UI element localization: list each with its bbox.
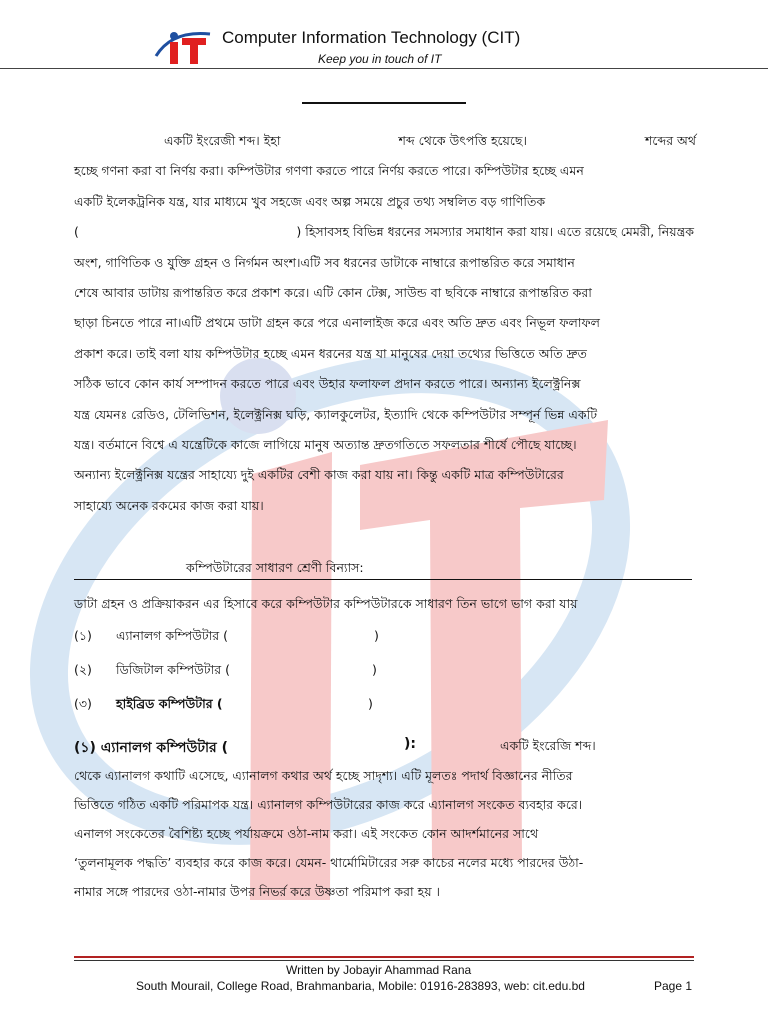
text-line <box>74 498 694 518</box>
list-item-label: এ্যানালগ কম্পিউটার ( <box>116 628 229 643</box>
text-segment: শব্দের অর্থ <box>645 133 696 148</box>
text-segment: একটি ইংরেজী শব্দ। ইহা <box>164 133 281 148</box>
text-segment: প্রকাশ করে। তাই বলা যায় কম্পিউটার হচ্ছে এমন ধরনের যন্ত্র যা মানুষের দেয়া তথ্যের ভিত্তিতে অতি দ্রুত <box>74 345 587 361</box>
text-line <box>164 133 696 153</box>
footer-address: South Mourail, College Road, Brahmanbaria, Mobile: 01916-283893, web: cit.edu.bd <box>136 979 585 993</box>
text-line <box>74 376 694 396</box>
text-line <box>74 407 694 427</box>
text-line <box>74 855 694 875</box>
page-number: Page 1 <box>654 979 693 993</box>
list-item-number: (৩) <box>74 696 92 711</box>
text-segment: নামার সঙ্গে পারদের ওঠা-নামার উপর নিভর্র করে উষ্ণতা পরিমাপ করা হয় । <box>74 884 441 899</box>
text-segment: ভিত্তিতে গঠিত একটি পরিমাপক যন্ত্র। এ্যানালগ কম্পিউটারের কাজ করে এ্যানালগ সংকেত ব্যবহার করে। <box>74 797 583 812</box>
header-title: Computer Information Technology (CIT) <box>222 28 521 47</box>
text-segment: ছাড়া চিনতে পারে না।এটি প্রথমে ডাটা গ্রহন করে পরে এনালাইজ করে এবং অতি দ্রুত এবং নিভূল ফলাফল <box>74 315 600 331</box>
text-segment: একটি ইলেকট্রনিক যন্ত্র, যার মাধ্যমে খুব সহজে এবং অল্প সময়ে প্রচুর তথ্য সম্বলিত বড় গাণিতিক <box>74 193 546 209</box>
header-divider <box>0 68 768 69</box>
header-subtitle: Keep you in touch of IT <box>318 52 442 66</box>
list-item-label: ডিজিটাল কম্পিউটার ( <box>116 662 230 677</box>
analog-heading: (১) এ্যানালগ কম্পিউটার ( <box>74 740 229 756</box>
text-line <box>74 768 694 788</box>
text-line <box>74 437 694 457</box>
section-divider <box>74 579 692 580</box>
footer-author: Written by Jobayir Ahammad Rana <box>286 963 472 977</box>
text-line <box>74 884 694 904</box>
text-segment: ‘তুলনামূলক পদ্ধতি’ ব্যবহার করে কাজ করে। যেমন- থার্মোমিটারের সরু কাচের নলের মধ্যে পারদের উঠা- <box>74 855 584 870</box>
text-segment: শেষে আবার ডাটায় রূপান্তরিত করে প্রকাশ করে। এটি কোন টেক্স, সাউন্ড বা ছবিকে নাম্বারে রূপান্তরিত করা <box>74 285 592 300</box>
text-segment: অংশ, গাণিতিক ও যুক্তি গ্রহন ও নির্গমন অংশ।এটি সব ধরনের ডাটাকে নাম্বারে রূপান্তরিত করে সমাধান <box>74 254 575 270</box>
text-line <box>74 285 694 305</box>
section-heading: কম্পিউটারের সাধারণ শ্রেণী বিন্যাস: <box>186 560 364 575</box>
text-segment: শব্দ থেকে উৎপত্তি হয়েছে। <box>398 133 527 148</box>
text-line <box>74 224 694 244</box>
text-segment: ( <box>74 224 79 240</box>
text-segment: ) হিসাবসহ বিভিন্ন ধরনের সমস্যার সমাধান করা যায়। এতে রয়েছে মেমরী, নিয়ন্ত্রক <box>296 224 694 240</box>
text-segment: অন্যান্য ইলেক্ট্রনিক্স যন্ত্রের সাহায্যে দুই একটির বেশী কাজ করা যায় না। কিন্তু একটি মাত্র কম্পিউটারের <box>74 467 564 483</box>
text-line <box>74 346 694 366</box>
text-segment: থেকে এ্যানালগ কথাটি এসেছে, এ্যানালগ কথার অর্থ হচ্ছে সাদৃশ্য। এটি মূলতঃ পদার্থ বিজ্ঞানের নীতির <box>74 768 573 783</box>
analog-heading-close: ): <box>404 736 416 752</box>
footer-divider <box>74 960 694 961</box>
text-line <box>74 467 694 487</box>
title-underline <box>302 102 466 104</box>
text-line <box>74 797 694 817</box>
list-item-close: ) <box>374 628 379 643</box>
text-segment: যন্ত্র। বর্তমানে বিশ্বে এ যন্ত্রেটিকে কাজে লাগিয়ে মানুষ অত্যান্ত দ্রুতগতিতে সফলতার শীর্ষে পৌছে যাচ্ছে। <box>74 437 577 452</box>
analog-heading-tail: একটি ইংরেজি শব্দ। <box>500 738 596 753</box>
text-segment: হচ্ছে গণনা করা বা নির্ণয় করা। কম্পিউটার গণণা করতে পারে নির্ণয় করতে পারে। কম্পিউটার হচ্ছে এমন <box>74 163 584 179</box>
text-line <box>74 826 694 846</box>
list-item-close: ) <box>368 696 373 711</box>
list-item-close: ) <box>372 662 377 677</box>
text-line <box>74 315 694 335</box>
text-line <box>74 163 694 183</box>
cit-logo-icon <box>152 26 214 66</box>
text-line <box>74 255 694 275</box>
text-segment: সাহায্যে অনেক রকমের কাজ করা যায়। <box>74 497 264 513</box>
text-line <box>74 194 694 214</box>
section-intro: ডাটা গ্রহন ও প্রক্রিয়াকরন এর হিসাবে করে কম্পিউটার কম্পিউটারকে সাধারণ তিন ভাগে ভাগ করা যায় <box>74 596 578 611</box>
text-segment: এনালগ সংকেতের বৈশিষ্ট্য হচ্ছে পর্যায়ক্রমে ওঠা-নাম করা। এই সংকেত কোন আদর্শমানের সাথে <box>74 826 539 841</box>
list-item-number: (২) <box>74 662 92 677</box>
list-item-label: হাইব্রিড কম্পিউটার ( <box>116 696 223 711</box>
footer-divider-red <box>74 956 694 958</box>
text-segment: যন্ত্র যেমনঃ রেডিও, টেলিভিশন, ইলেক্ট্রনিক্স ঘড়ি, ক্যালকুলেটর, ইত্যাদি থেকে কম্পিউটার সম্পূর্ন ভিন্ন একটি <box>74 406 598 422</box>
text-segment: সঠিক ভাবে কোন কার্য সম্পাদন করতে পারে এবং উহার ফলাফল প্রদান করতে পারে। অন্যান্য ইলেক্ট্রনিক্স <box>74 376 581 392</box>
list-item-number: (১) <box>74 628 92 643</box>
